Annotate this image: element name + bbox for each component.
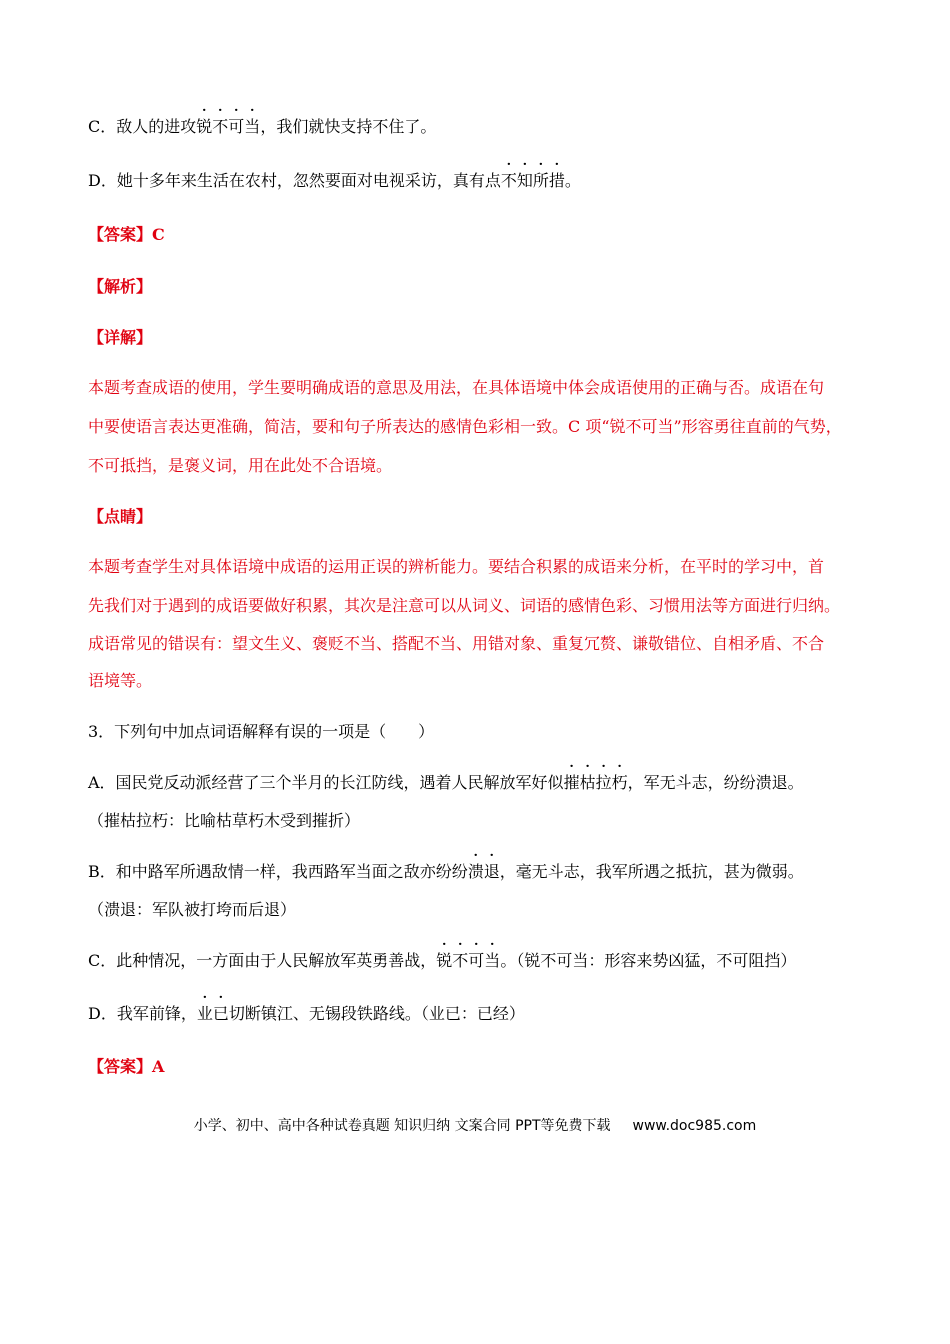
point-text-line: 语境等。 (88, 671, 153, 690)
dotted-char: 溃 (467, 862, 484, 881)
dotted-char: 摧 (563, 773, 580, 792)
point-text-line: 先我们对于遇到的成语要做好积累，其次是注意可以从词义、词语的感情色彩、习惯用法等方面进行归纳。 (88, 596, 841, 615)
dotted-char: 不 (500, 171, 517, 190)
dotted-char: 已 (212, 1004, 229, 1023)
q2-option-c: C．敌人的进攻锐不可当，我们就快支持不住了。 (88, 117, 437, 136)
dotted-char: 锐 (196, 117, 213, 136)
point-text-line: 成语常见的错误有：望文生义、褒贬不当、搭配不当、用错对象、重复冗赘、谦敬错位、自相矛盾、不合 (88, 634, 825, 653)
q2-answer: 【答案】C (88, 225, 165, 244)
q3-stem: 3．下列句中加点词语解释有误的一项是（ ） (88, 722, 435, 741)
dotted-char: 知 (516, 171, 533, 190)
q3-answer: 【答案】A (88, 1057, 165, 1076)
dotted-char: 拉 (595, 773, 612, 792)
dotted-char: 锐 (436, 951, 453, 970)
dotted-char: 枯 (579, 773, 596, 792)
dotted-char: 不 (212, 117, 229, 136)
dotted-char: 当 (244, 117, 261, 136)
dotted-char: 所 (532, 171, 549, 190)
q3-option-c: C．此种情况，一方面由于人民解放军英勇善战，锐不可当。（锐不可当：形容来势凶猛，不可阻挡） (88, 951, 797, 970)
dotted-char: 可 (228, 117, 245, 136)
q2-option-d: D．她十多年来生活在农村，忽然要面对电视采访，真有点不知所措。 (88, 171, 581, 190)
detail-text-line: 本题考查成语的使用，学生要明确成语的意思及用法，在具体语境中体会成语使用的正确与否。成语在句 (88, 378, 825, 397)
dotted-char: 业 (196, 1004, 213, 1023)
q3-option-b-note: （溃退：军队被打垮而后退） (88, 900, 297, 919)
point-text-line: 本题考查学生对具体语境中成语的运用正误的辨析能力。要结合积累的成语来分析，在平时的学习中，首 (88, 557, 825, 576)
point-label: 【点睛】 (88, 507, 153, 526)
dotted-char: 可 (468, 951, 485, 970)
q3-option-d: D．我军前锋，业已切断镇江、无锡段铁路线。（业已：已经） (88, 1004, 525, 1023)
dotted-char: 朽 (611, 773, 628, 792)
detail-label: 【详解】 (88, 328, 153, 347)
q3-option-b: B．和中路军所遇敌情一样，我西路军当面之敌亦纷纷溃退，毫无斗志，我军所遇之抵抗，甚为微弱。 (88, 862, 804, 881)
detail-text-line: 中要使语言表达更准确，简洁，要和句子所表达的感情色彩相一致。C 项“锐不可当”形容勇往直前的气势， (88, 417, 842, 436)
q3-option-a: A．国民党反动派经营了三个半月的长江防线，遇着人民解放军好似摧枯拉朽，军无斗志，纷纷溃退。 (88, 773, 804, 792)
detail-text-line: 不可抵挡，是褒义词，用在此处不合语境。 (88, 456, 393, 475)
dotted-char: 当 (484, 951, 501, 970)
footer-url[interactable]: www.doc985.com (632, 1118, 757, 1134)
footer-text: 小学、初中、高中各种试卷真题 知识归纳 文案合同 PPT等免费下载 (193, 1118, 611, 1134)
dotted-char: 退 (483, 862, 500, 881)
page-footer (0, 1115, 950, 1135)
q3-option-a-note: （摧枯拉朽：比喻枯草朽木受到摧折） (88, 811, 361, 830)
dotted-char: 措 (548, 171, 565, 190)
analysis-label: 【解析】 (88, 277, 153, 296)
dotted-char: 不 (452, 951, 469, 970)
